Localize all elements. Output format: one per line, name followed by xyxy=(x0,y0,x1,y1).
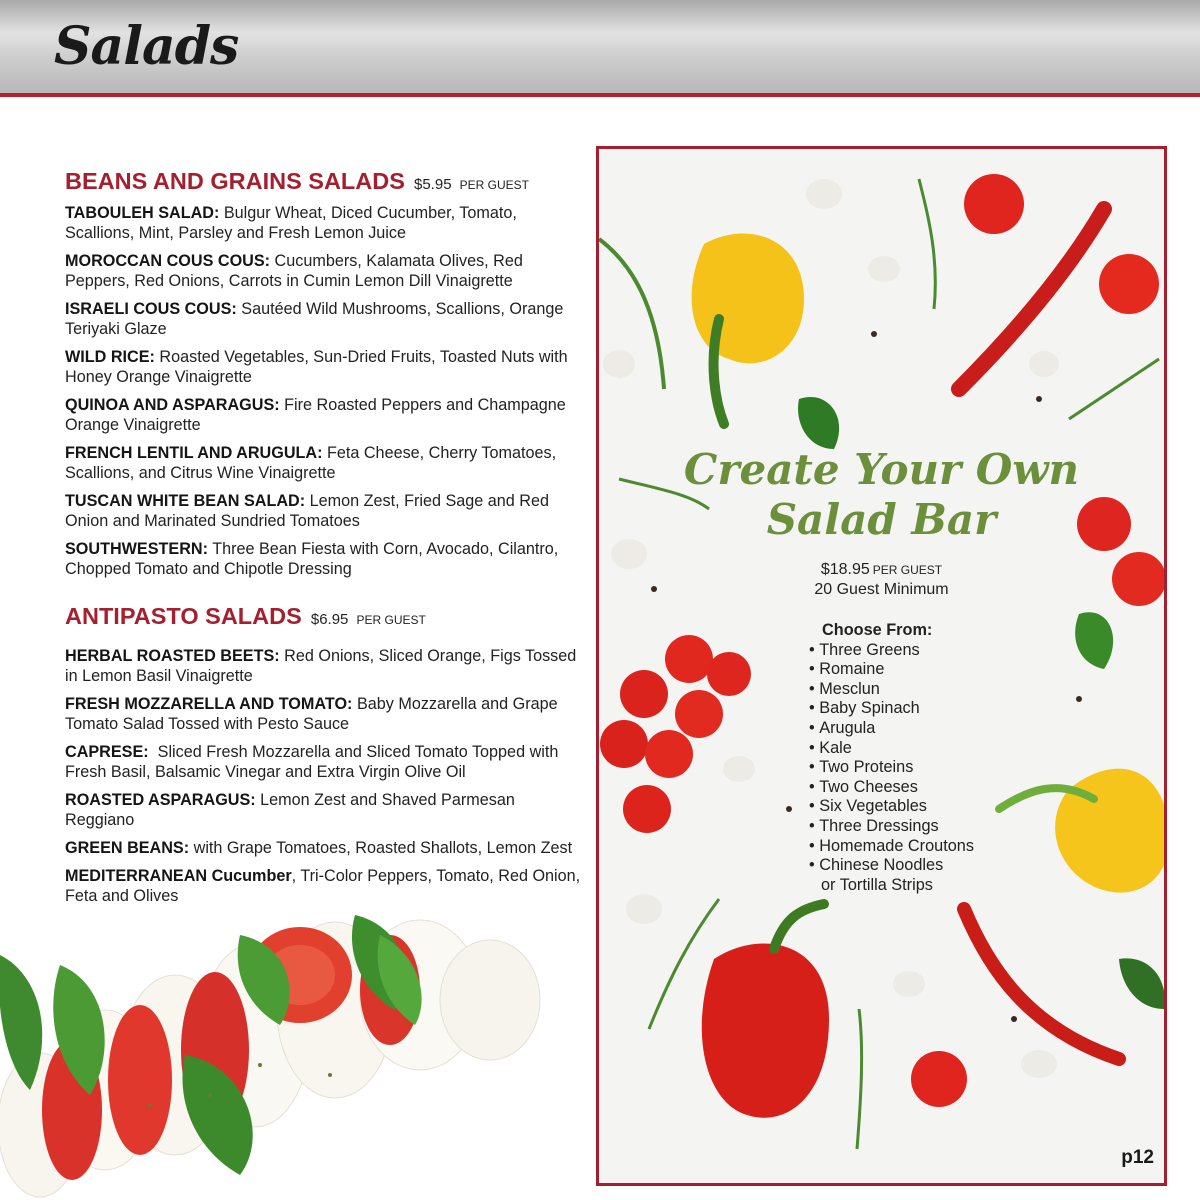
menu-item-name: GREEN BEANS: xyxy=(65,839,190,857)
menu-item-desc: Bulgur Wheat, Diced Cucumber, Tomato, Scallions, Mint, Parsley and Fresh Lemon Juice xyxy=(65,204,517,242)
salad-bar-title xyxy=(599,445,1164,545)
menu-item xyxy=(65,694,585,734)
list-item: • Six Vegetables xyxy=(809,797,1069,817)
menu-item xyxy=(65,251,585,291)
menu-item-name: WILD RICE: xyxy=(65,348,155,366)
menu-item-desc: Lemon Zest, Fried Sage and Red Onion and Marinated Sundried Tomatoes xyxy=(65,492,549,530)
list-item: • Romaine xyxy=(809,660,1069,680)
menu-item-name: MEDITERRANEAN Cucumber xyxy=(65,867,292,885)
list-item: • Baby Spinach xyxy=(809,699,1069,719)
menu-item-desc: Cucumbers, Kalamata Olives, Red Peppers, Red Onions, Carrots in Cumin Lemon Dill Vinaigrette xyxy=(65,252,523,290)
section-header-beans-grains xyxy=(65,168,585,195)
salad-bar-title-line1: Create Your Own xyxy=(683,445,1080,494)
menu-item-desc: Three Bean Fiesta with Corn, Avocado, Cilantro, Chopped Tomato and Chipotle Dressing xyxy=(65,540,559,578)
menu-item-desc: Sliced Fresh Mozzarella and Sliced Tomato Topped with Fresh Basil, Balsamic Vinegar and Extra Virgin Olive Oil xyxy=(65,743,563,781)
menu-item-desc: Lemon Zest and Shaved Parmesan Reggiano xyxy=(65,791,515,829)
list-item: • Three Greens xyxy=(809,641,1069,661)
caprese-salad-image xyxy=(0,915,560,1200)
salad-bar-price-value: $18.95 xyxy=(820,561,870,578)
section-spacer xyxy=(65,587,585,603)
menu-item-name: CAPRESE: xyxy=(65,743,149,761)
menu-item xyxy=(65,203,585,243)
menu-item-desc: Roasted Vegetables, Sun-Dried Fruits, Toasted Nuts with Honey Orange Vinaigrette xyxy=(65,348,568,386)
menu-item xyxy=(65,742,585,782)
menu-item-name: QUINOA AND ASPARAGUS: xyxy=(65,396,280,414)
section-header-antipasto xyxy=(65,603,585,630)
list-item-continuation: or Tortilla Strips xyxy=(821,875,933,894)
menu-item-desc: , Tri-Color Peppers, Tomato, Red Onion, Feta and Olives xyxy=(65,867,581,905)
menu-item xyxy=(65,443,585,483)
salad-bar-card xyxy=(596,146,1167,1186)
list-item: • Arugula xyxy=(809,719,1069,739)
menu-item-desc: with Grape Tomatoes, Roasted Shallots, Lemon Zest xyxy=(189,839,573,857)
section-title: BEANS AND GRAINS SALADS xyxy=(65,168,405,194)
section-price: $6.95 xyxy=(310,611,349,628)
section-price-unit: PER GUEST xyxy=(459,178,529,192)
menu-item-name: ROASTED ASPARAGUS: xyxy=(65,791,256,809)
list-item: • Chinese Noodles xyxy=(809,856,1069,876)
list-item: • Kale xyxy=(809,739,1069,759)
list-item: • Mesclun xyxy=(809,680,1069,700)
menu-item-name: FRESH MOZZARELLA AND TOMATO: xyxy=(65,695,353,713)
options-heading: Choose From: xyxy=(822,621,933,639)
menu-item-desc: Sautéed Wild Mushrooms, Scallions, Orange Teriyaki Glaze xyxy=(65,300,564,338)
list-item: • Two Cheeses xyxy=(809,778,1069,798)
page-header xyxy=(0,0,1200,97)
menu-item-name: SOUTHWESTERN: xyxy=(65,540,208,558)
menu-item-name: MOROCCAN COUS COUS: xyxy=(65,252,271,270)
page-number: p12 xyxy=(1121,1147,1154,1168)
salad-bar-title-line2: Salad Bar xyxy=(766,495,997,544)
menu-item-name: HERBAL ROASTED BEETS: xyxy=(65,647,280,665)
salad-bar-price-unit: PER GUEST xyxy=(872,563,943,577)
menu-item-name: FRENCH LENTIL AND ARUGULA: xyxy=(65,444,323,462)
menu-item xyxy=(65,299,585,339)
menu-item-name: TUSCAN WHITE BEAN SALAD: xyxy=(65,492,306,510)
section-price: $5.95 xyxy=(414,176,452,193)
menu-item-desc: Baby Mozzarella and Grape Tomato Salad Tossed with Pesto Sauce xyxy=(65,695,558,733)
menu-item xyxy=(65,347,585,387)
menu-item-desc: Fire Roasted Peppers and Champagne Orange Vinaigrette xyxy=(65,396,566,434)
page-title: Salads xyxy=(54,16,239,77)
menu-item-name: ISRAELI COUS COUS: xyxy=(65,300,237,318)
menu-item-desc: Feta Cheese, Cherry Tomatoes, Scallions, and Citrus Wine Vinaigrette xyxy=(65,444,557,482)
menu-item xyxy=(65,646,585,686)
menu-item xyxy=(65,790,585,830)
menu-column xyxy=(65,168,585,914)
section-price-unit: PER GUEST xyxy=(356,613,426,627)
section-title: ANTIPASTO SALADS xyxy=(65,603,302,629)
menu-item-name: TABOULEH SALAD: xyxy=(65,204,220,222)
menu-item xyxy=(65,395,585,435)
list-item: • Three Dressings xyxy=(809,817,1069,837)
list-item: • Two Proteins xyxy=(809,758,1069,778)
menu-item xyxy=(65,866,585,906)
menu-item xyxy=(65,539,585,579)
salad-bar-options xyxy=(809,621,1069,895)
menu-item-desc: Red Onions, Sliced Orange, Figs Tossed in Lemon Basil Vinaigrette xyxy=(65,647,577,685)
salad-bar-minimum: 20 Guest Minimum xyxy=(814,581,949,598)
menu-item xyxy=(65,491,585,531)
list-item: • Homemade Croutons xyxy=(809,837,1069,857)
menu-item xyxy=(65,838,585,858)
salad-bar-price xyxy=(599,561,1164,579)
